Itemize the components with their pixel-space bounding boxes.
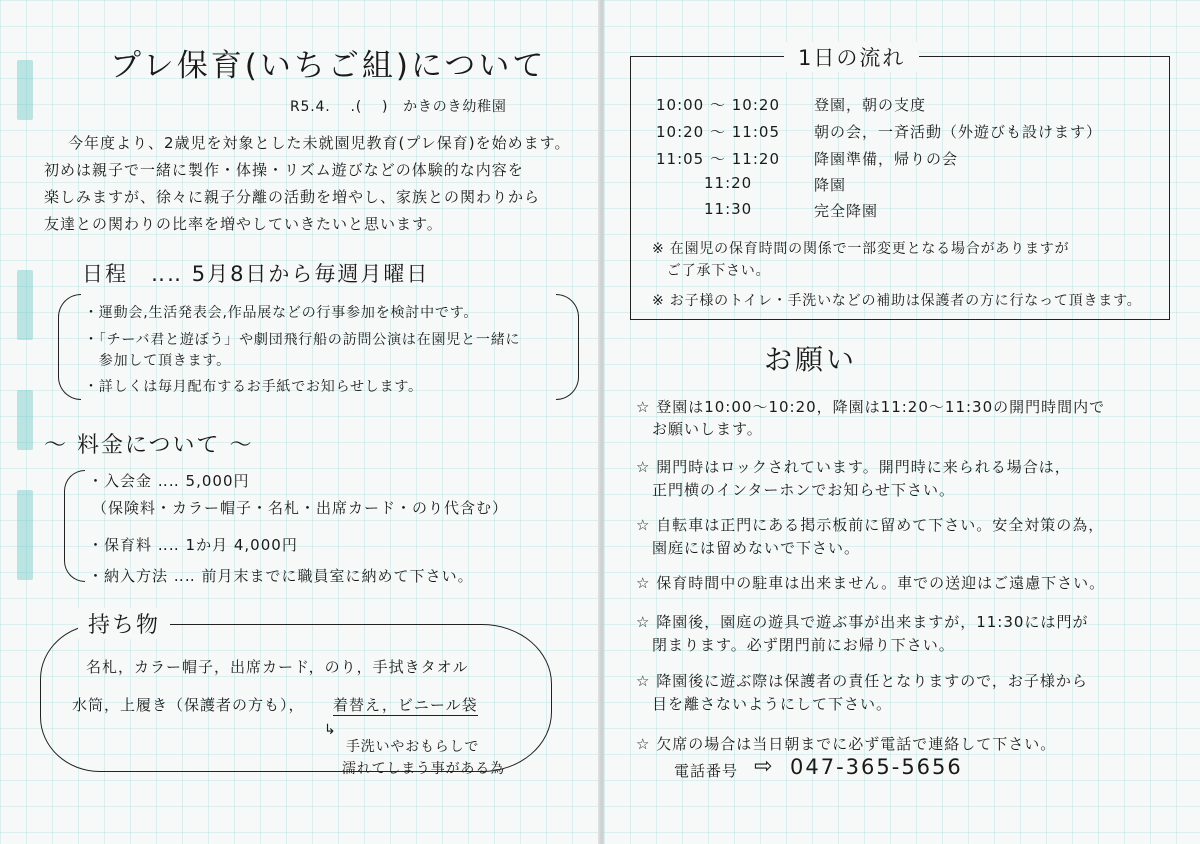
bracket-left — [58, 294, 81, 400]
belongings-line: 水筒，上履き（保護者の方も）， — [72, 696, 305, 714]
schedule-heading: 日程 ‥‥ 5月8日から毎週月曜日 — [82, 262, 430, 286]
fee-item: ・納入方法 ‥‥ 前月末までに職員室に納めて下さい。 — [88, 567, 474, 585]
arrow-right-icon: ⇨ — [754, 754, 773, 779]
flow-text: 朝の会，一斉活動（外遊びも設けます） — [814, 123, 1103, 141]
request-item: ☆ 保育時間中の駐車は出来ません。車での送迎はご遠慮下さい。 — [636, 574, 1106, 592]
request-item: ☆ 欠席の場合は当日朝までに必ず電話で連絡して下さい。 — [636, 735, 1057, 753]
flow-time: 10:20 〜 11:05 — [656, 123, 780, 141]
request-item: ☆ 降園後に遊ぶ際は保護者の責任となりますので，お子様から — [636, 672, 1088, 690]
intro-line: 初めは親子で一緒に製作・体操・リズム遊びなどの体験的な内容を — [44, 161, 524, 179]
belongings-note: 濡れてしまう事がある為 — [342, 761, 505, 777]
request-item: 園庭には留めないで下さい。 — [636, 539, 861, 557]
request-item: 正門横のインターホンでお知らせ下さい。 — [636, 481, 955, 499]
request-item: ☆ 降園後，園庭の遊具で遊ぶ事が出来ますが，11:30には門が — [636, 613, 1089, 631]
margin-strip — [14, 60, 36, 580]
page-title: プレ保育(いちご組)について — [110, 48, 547, 84]
schedule-item: ・運動会,生活発表会,作品展などの行事参加を検討中です。 — [84, 305, 479, 321]
belongings-heading: 持ち物 — [78, 608, 170, 639]
request-item: 目を離さないようにして下さい。 — [636, 695, 893, 713]
fee-heading: 〜 料金について 〜 — [44, 433, 254, 458]
arrow-glyph: ↳ — [324, 722, 337, 738]
flow-heading: 1日の流れ — [784, 42, 919, 72]
schedule-item: ・詳しくは毎月配布するお手紙でお知らせします。 — [84, 379, 423, 395]
request-item: ☆ 自転車は正門にある掲示板前に留めて下さい。安全対策の為， — [636, 516, 1105, 534]
fee-item: ・保育料 ‥‥ 1か月 4,000円 — [88, 536, 298, 554]
request-item: ☆ 登園は10:00〜10:20，降園は11:20〜11:30の開門時間内で — [636, 398, 1106, 416]
belongings-line: 名札，カラー帽子，出席カード，のり，手拭きタオル — [86, 658, 469, 676]
schedule-item: ・「チーバ君と遊ぼう」や劇団飛行船の訪問公演は在園児と一緒に — [84, 332, 521, 348]
bracket-left — [64, 470, 85, 582]
flow-note: ※ 在園児の保育時間の関係で一部変更となる場合がありますが — [652, 241, 1070, 257]
date-line: R5.4. .( ) かきのき幼稚園 — [290, 99, 507, 115]
flow-time: 10:00 〜 10:20 — [656, 96, 780, 114]
flow-note: ご了承下さい。 — [652, 263, 771, 279]
right-page — [604, 0, 1200, 844]
belongings-note: 手洗いやおもらしで — [346, 739, 480, 755]
request-heading: お願い — [764, 343, 858, 376]
flow-note: ※ お子様のトイレ・手洗いなどの補助は保護者の方に行なって頂きます。 — [652, 293, 1142, 309]
fee-item: （保険料・カラー帽子・名札・出席カード・のり代含む） — [92, 499, 509, 517]
intro-line: 今年度より、2歳児を対象とした未就園児教育(プレ保育)を始めます。 — [68, 134, 571, 152]
intro-line: 楽しみますが、徐々に親子分離の活動を増やし、家族との関わりから — [44, 188, 541, 206]
phone-label: 電話番号 — [674, 762, 739, 780]
flow-text: 完全降園 — [814, 202, 879, 220]
request-item: 閉まります。必ず閉門前にお帰り下さい。 — [636, 636, 955, 654]
intro-line: 友達との関わりの比率を増やしていきたいと思います。 — [44, 215, 443, 233]
flow-text: 降園 — [814, 176, 847, 194]
bracket-right — [556, 294, 579, 400]
phone-number: 047-365-5656 — [790, 755, 963, 779]
flow-time: 11:05 〜 11:20 — [656, 150, 780, 168]
flow-time: 11:20 — [704, 174, 753, 192]
belongings-line-underlined: 着替え，ビニール袋 — [333, 696, 478, 714]
flow-time: 11:30 — [704, 200, 753, 218]
fee-item: ・入会金 ‥‥ 5,000円 — [88, 472, 250, 490]
flow-text: 降園準備，帰りの会 — [814, 150, 959, 168]
flow-text: 登園，朝の支度 — [814, 96, 927, 114]
request-item: お願いします。 — [636, 420, 763, 438]
request-item: ☆ 開門時はロックされています。開門時に来られる場合は， — [636, 458, 1071, 476]
schedule-item: 参加して頂きます。 — [84, 353, 231, 369]
